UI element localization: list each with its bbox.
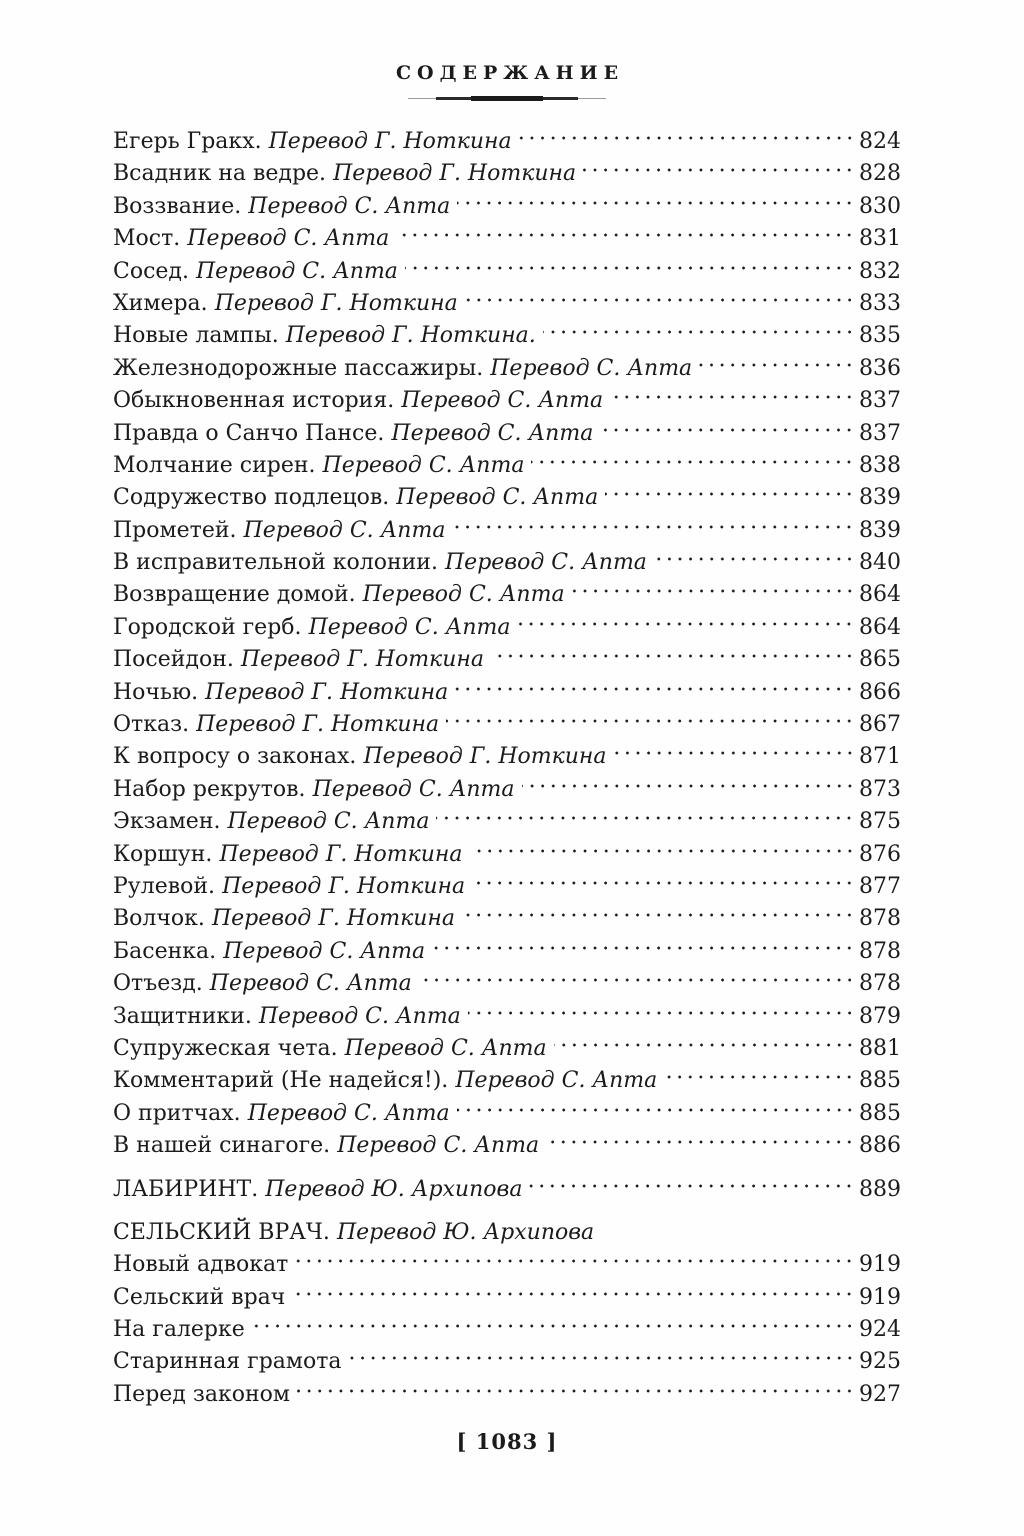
toc-entry bbox=[113, 741, 901, 773]
toc-entry bbox=[113, 579, 901, 611]
toc-entry-translator: Перевод С. Апта bbox=[362, 582, 565, 608]
toc-entry-title: Прометей. bbox=[113, 517, 237, 543]
toc-entry bbox=[113, 1217, 901, 1249]
toc-entry-page: 885 bbox=[859, 1068, 901, 1094]
toc-entry-page: 837 bbox=[859, 388, 901, 414]
toc-entry-title: Правда о Санчо Пансе. bbox=[113, 420, 385, 446]
toc-entry-title: Городской герб. bbox=[113, 614, 302, 640]
toc-entry-translator: Перевод Г. Ноткина bbox=[205, 679, 449, 705]
toc-entry bbox=[113, 288, 901, 320]
toc-entry bbox=[113, 418, 901, 450]
toc-entry-page: 925 bbox=[859, 1349, 901, 1375]
toc-entry-page: 878 bbox=[859, 906, 901, 932]
toc-entry-title: О притчах. bbox=[113, 1100, 241, 1126]
toc-entry-page: 878 bbox=[859, 938, 901, 964]
toc-entry-title: Сельский врач bbox=[113, 1284, 286, 1310]
toc-entry-page: 831 bbox=[859, 226, 901, 252]
toc-entry-title: Воззвание. bbox=[113, 193, 242, 219]
toc-entry-translator: Перевод Г. Ноткина bbox=[240, 647, 484, 673]
toc-entry-translator: Перевод С. Апта bbox=[322, 452, 525, 478]
toc-entry-translator: Перевод С. Апта bbox=[227, 809, 430, 835]
toc-entry-page: 824 bbox=[859, 129, 901, 154]
toc-entry-translator: Перевод Г. Ноткина. bbox=[285, 323, 536, 349]
toc-entry-translator: Перевод Г. Ноткина bbox=[333, 161, 577, 187]
toc-entry-title: Всадник на ведре. bbox=[113, 161, 327, 187]
toc-entry bbox=[113, 871, 901, 903]
toc-entry-page: 864 bbox=[859, 614, 901, 640]
toc-entry-title: СЕЛЬСКИЙ ВРАЧ. bbox=[113, 1219, 330, 1245]
toc-entry-title: Набор рекрутов. bbox=[113, 776, 306, 802]
toc-entry-page: 839 bbox=[859, 485, 901, 511]
toc-entry-translator: Перевод С. Апта bbox=[445, 550, 647, 576]
toc-entry bbox=[113, 612, 901, 644]
toc-entry bbox=[113, 806, 901, 838]
toc-entry bbox=[113, 126, 901, 158]
toc-entry-page: 919 bbox=[859, 1252, 901, 1278]
toc-entry bbox=[113, 482, 901, 514]
toc-entry bbox=[113, 1379, 901, 1411]
toc-entry-title: Рулевой. bbox=[113, 873, 216, 899]
toc-entry-title: Возвращение домой. bbox=[113, 582, 356, 608]
toc-entry-translator: Перевод Г. Ноткина bbox=[219, 841, 463, 867]
toc-entry-title: В нашей синагоге. bbox=[113, 1133, 331, 1159]
toc-entry-title: Защитники. bbox=[113, 1003, 252, 1029]
toc-entry-title: Отказ. bbox=[113, 712, 190, 738]
toc-entry-title: Сосед. bbox=[113, 258, 189, 284]
toc-entry-translator: Перевод С. Апта bbox=[308, 614, 511, 640]
toc-entry bbox=[113, 223, 901, 255]
toc-entry-translator: Перевод С. Апта bbox=[209, 971, 412, 997]
toc-entry-page: 881 bbox=[859, 1035, 901, 1061]
toc-entry bbox=[113, 450, 901, 482]
toc-entry-page: 877 bbox=[859, 873, 901, 899]
toc-entry-title: Новые лампы. bbox=[113, 323, 279, 349]
toc-entry bbox=[113, 1065, 901, 1097]
toc-entry-translator: Перевод Г. Ноткина bbox=[363, 744, 607, 770]
toc-entry bbox=[113, 1282, 901, 1314]
header-ornament bbox=[408, 95, 606, 102]
toc-entry-translator: Перевод С. Апта bbox=[223, 938, 426, 964]
toc-entry bbox=[113, 709, 901, 741]
toc-entry-page: 864 bbox=[859, 582, 901, 608]
toc-entry-title: Отъезд. bbox=[113, 971, 203, 997]
toc-entry-page: 838 bbox=[859, 452, 901, 478]
toc-entry-title: Басенка. bbox=[113, 938, 217, 964]
toc-entry-translator: Перевод С. Апта bbox=[490, 355, 693, 381]
toc-entry-title: Мост. bbox=[113, 226, 181, 252]
toc-entry-page: 840 bbox=[859, 550, 901, 576]
toc-entry-page: 924 bbox=[859, 1317, 901, 1343]
toc-entry bbox=[113, 644, 901, 676]
toc-entry-page: 876 bbox=[859, 841, 901, 867]
toc-entry bbox=[113, 1098, 901, 1130]
toc-entry-page: 839 bbox=[859, 517, 901, 543]
toc-entry-title: Коршун. bbox=[113, 841, 213, 867]
toc-entry-title: Комментарий (Не надейся!). bbox=[113, 1068, 449, 1094]
toc-entry-translator: Перевод Г. Ноткина bbox=[268, 129, 512, 154]
toc-entry bbox=[113, 1314, 901, 1346]
toc-entry-translator: Перевод С. Апта bbox=[187, 226, 390, 252]
toc-entry bbox=[113, 677, 901, 709]
toc-entry-page: 828 bbox=[859, 161, 901, 187]
toc-entry-translator: Перевод С. Апта bbox=[396, 485, 599, 511]
toc-entry-title: Ночью. bbox=[113, 679, 199, 705]
toc-entry-title: Новый адвокат bbox=[113, 1252, 289, 1278]
toc-entry-title: Обыкновенная история. bbox=[113, 388, 395, 414]
toc-entry-title: Экзамен. bbox=[113, 809, 221, 835]
toc-entry bbox=[113, 1346, 901, 1378]
toc-entry bbox=[113, 1249, 901, 1281]
toc-entry-page: 878 bbox=[859, 971, 901, 997]
toc-entry-page: 919 bbox=[859, 1284, 901, 1310]
toc-entry-page: 885 bbox=[859, 1100, 901, 1126]
toc-entry-page: 867 bbox=[859, 712, 901, 738]
toc-entry-page: 837 bbox=[859, 420, 901, 446]
toc-entry bbox=[113, 1033, 901, 1065]
toc-entry-page: 873 bbox=[859, 776, 901, 802]
toc-entry-translator: Перевод Ю. Архипова bbox=[265, 1176, 523, 1202]
toc-entry-page: 886 bbox=[859, 1133, 901, 1159]
toc-entry-page: 865 bbox=[859, 647, 901, 673]
toc-header bbox=[113, 60, 901, 102]
toc-entry bbox=[113, 1174, 901, 1206]
toc-entry-page: 927 bbox=[859, 1381, 901, 1407]
toc-entry-translator: Перевод С. Апта bbox=[344, 1035, 547, 1061]
toc-entry-title: Перед законом bbox=[113, 1381, 290, 1407]
toc-entry-translator: Перевод С. Апта bbox=[312, 776, 515, 802]
toc-entry-title: К вопросу о законах. bbox=[113, 744, 357, 770]
toc-entry-page: 871 bbox=[859, 744, 901, 770]
toc-entry-translator: Перевод С. Апта bbox=[391, 420, 594, 446]
toc-entry bbox=[113, 320, 901, 352]
toc-entry bbox=[113, 839, 901, 871]
toc-entry-translator: Перевод Г. Ноткина bbox=[222, 873, 466, 899]
toc-entry-title: Егерь Гракх. bbox=[113, 129, 262, 154]
ornament-thick-rule bbox=[471, 96, 542, 101]
toc-entry-translator: Перевод Г. Ноткина bbox=[196, 712, 440, 738]
toc-entry-page: 835 bbox=[859, 323, 901, 349]
toc-entry-translator: Перевод Ю. Архипова bbox=[336, 1219, 595, 1245]
toc-entry bbox=[113, 936, 901, 968]
toc-entry-translator: Перевод Г. Ноткина bbox=[211, 906, 456, 932]
toc-entry-translator: Перевод С. Апта bbox=[401, 388, 604, 414]
toc-entry-translator: Перевод С. Апта bbox=[196, 258, 398, 284]
content-column bbox=[113, 0, 901, 1454]
toc-entry bbox=[113, 1001, 901, 1033]
toc-entry-translator: Перевод С. Апта bbox=[243, 517, 446, 543]
toc-entry-title: Старинная грамота bbox=[113, 1349, 342, 1375]
toc-entry-translator: Перевод С. Апта bbox=[258, 1003, 461, 1029]
toc-entry-title: В исправительной колонии. bbox=[113, 550, 438, 576]
toc-entry bbox=[113, 191, 901, 223]
toc-list bbox=[113, 126, 901, 1411]
toc-entry-title: На галерке bbox=[113, 1317, 245, 1343]
toc-entry-title: Молчание сирен. bbox=[113, 452, 316, 478]
toc-entry-translator: Перевод С. Апта bbox=[247, 1100, 450, 1126]
toc-entry-page: 836 bbox=[859, 355, 901, 381]
toc-entry-title: Железнодорожные пассажиры. bbox=[113, 355, 484, 381]
toc-entry-title: ЛАБИРИНТ. bbox=[113, 1176, 259, 1202]
toc-entry bbox=[113, 774, 901, 806]
toc-entry bbox=[113, 353, 901, 385]
toc-entry bbox=[113, 158, 901, 190]
toc-entry-title: Волчок. bbox=[113, 906, 205, 932]
toc-entry bbox=[113, 385, 901, 417]
toc-entry-page: 879 bbox=[859, 1003, 901, 1029]
toc-entry bbox=[113, 1130, 901, 1162]
toc-entry bbox=[113, 547, 901, 579]
toc-entry-translator: Перевод Г. Ноткина bbox=[214, 290, 458, 316]
toc-entry-page: 866 bbox=[859, 679, 901, 705]
toc-entry-title: Химера. bbox=[113, 290, 208, 316]
toc-entry bbox=[113, 256, 901, 288]
toc-entry bbox=[113, 903, 901, 935]
toc-entry-page: 830 bbox=[859, 193, 901, 219]
toc-entry-page: 889 bbox=[859, 1176, 901, 1202]
toc-entry-translator: Перевод С. Апта bbox=[455, 1068, 658, 1094]
toc-entry bbox=[113, 515, 901, 547]
toc-entry-page: 833 bbox=[859, 290, 901, 316]
toc-entry-page: 875 bbox=[859, 809, 901, 835]
toc-entry-title: Супружеская чета. bbox=[113, 1035, 338, 1061]
toc-entry-page: 832 bbox=[859, 258, 901, 284]
footer-page-number: [ 1083 ] bbox=[456, 1429, 558, 1455]
toc-entry-title: Посейдон. bbox=[113, 647, 234, 673]
toc-entry bbox=[113, 968, 901, 1000]
toc-entry-translator: Перевод С. Апта bbox=[248, 193, 451, 219]
toc-entry-title: Содружество подлецов. bbox=[113, 485, 390, 511]
page-title: СОДЕРЖАНИЕ bbox=[395, 62, 625, 84]
toc-entry-translator: Перевод С. Апта bbox=[337, 1133, 540, 1159]
